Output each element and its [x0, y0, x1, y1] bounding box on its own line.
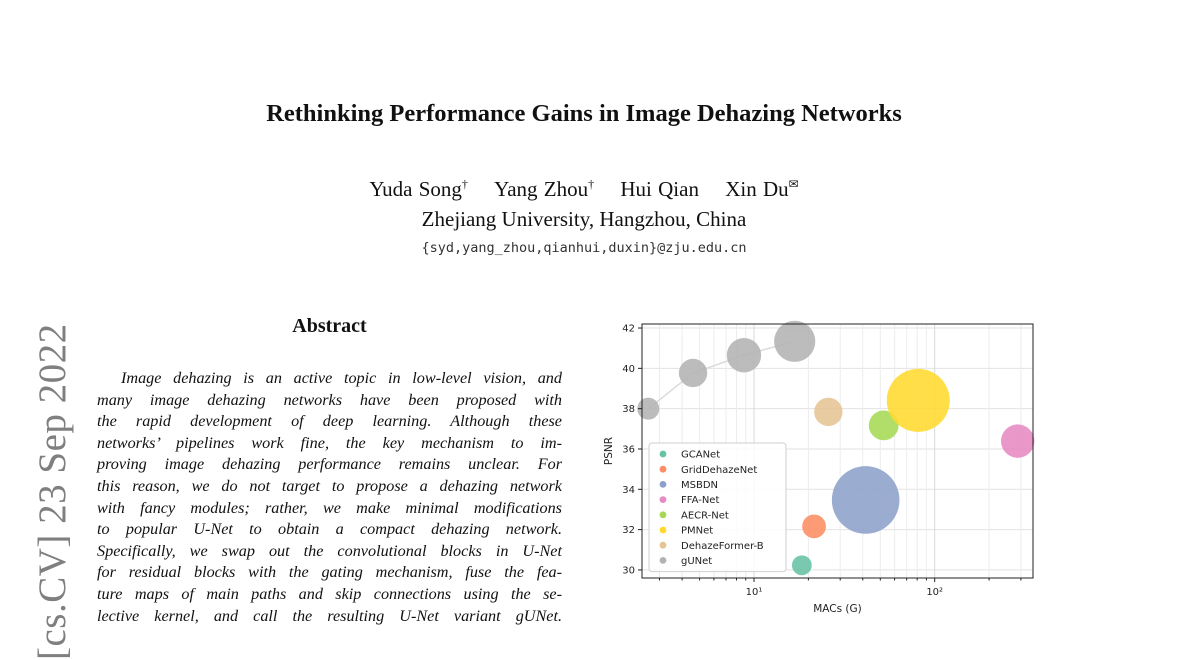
legend-marker	[660, 496, 667, 503]
data-point	[832, 466, 900, 534]
x-tick-label: 10¹	[745, 587, 763, 598]
abstract-line: to popular U-Net to obtain a compact dehazing network.	[97, 520, 562, 539]
data-point	[727, 338, 761, 372]
legend	[649, 443, 786, 572]
author: Xin Du✉	[725, 177, 799, 201]
legend-entry: GridDehazeNet	[681, 464, 758, 476]
abstract-line: Image dehazing is an active topic in low-level vision, and	[121, 369, 562, 387]
author: Yang Zhou†	[494, 177, 595, 201]
abstract-line: with fancy modules; rather, we make minimal modifications	[97, 498, 562, 517]
author: Yuda Song†	[369, 177, 468, 201]
data-point	[887, 369, 950, 432]
data-point	[679, 359, 707, 387]
paper-title: Rethinking Performance Gains in Image Dehazing Networks	[266, 100, 902, 127]
y-tick-label: 30	[622, 565, 635, 577]
legend-entry: DehazeFormer-B	[681, 540, 764, 552]
data-point	[1001, 424, 1034, 457]
author-list	[0, 177, 1168, 202]
legend-marker	[660, 542, 667, 549]
legend-entry: gUNet	[681, 556, 713, 567]
data-point	[774, 321, 815, 362]
y-tick-label: 32	[622, 525, 635, 537]
legend-entry: PMNet	[681, 525, 714, 537]
author-emails: {syd,yang_zhou,qianhui,duxin}@zju.edu.cn	[421, 240, 747, 256]
y-tick-label: 42	[622, 323, 635, 335]
affiliation: Zhejiang University, Hangzhou, China	[421, 207, 747, 231]
abstract-line: many image dehazing networks have been proposed with	[97, 390, 562, 409]
y-axis-label: PSNR	[603, 436, 615, 466]
legend-marker	[660, 511, 667, 518]
abstract-line: the rapid development of deep learning. Although these	[97, 412, 562, 431]
data-point	[802, 514, 826, 538]
author: Hui Qian	[620, 177, 699, 201]
y-tick-label: 34	[622, 484, 635, 496]
y-tick-label: 38	[622, 404, 635, 416]
y-tick-label: 36	[622, 444, 635, 456]
legend-marker	[660, 481, 667, 488]
abstract-line: Specifically, we swap out the convolutional blocks in U-Net	[97, 541, 562, 560]
legend-entry: AECR-Net	[681, 510, 729, 522]
abstract-line: for residual blocks with the gating mechanism, fuse the fea-	[97, 563, 562, 582]
data-point	[792, 555, 812, 575]
legend-marker	[660, 527, 667, 534]
data-point	[814, 398, 842, 426]
x-tick-label: 10²	[926, 587, 944, 598]
legend-entry: FFA-Net	[681, 495, 720, 507]
legend-marker	[660, 466, 667, 473]
legend-entry: GCANet	[681, 449, 721, 461]
legend-marker	[660, 557, 667, 564]
abstract-text	[97, 368, 562, 627]
abstract-line: this reason, we do not target to propose a dehazing network	[97, 476, 562, 495]
y-tick-label: 40	[622, 363, 635, 375]
arxiv-stamp: [cs.CV] 23 Sep 2022	[31, 323, 74, 660]
abstract-line: ture maps of main paths and skip connections using the se-	[97, 584, 562, 603]
scatter-chart	[590, 312, 1090, 642]
abstract-line: networks’ pipelines work fine, the key mechanism to im-	[97, 433, 562, 452]
abstract-heading: Abstract	[292, 315, 367, 337]
legend-marker	[660, 451, 667, 458]
x-axis-label: MACs (G)	[813, 603, 862, 615]
abstract-line: lective kernel, and call the resulting U-Net variant gUNet.	[97, 606, 562, 625]
abstract-line: proving image dehazing performance remains unclear. For	[97, 455, 562, 474]
legend-entry: MSBDN	[681, 480, 719, 491]
figure-psnr-vs-macs	[590, 312, 1090, 642]
